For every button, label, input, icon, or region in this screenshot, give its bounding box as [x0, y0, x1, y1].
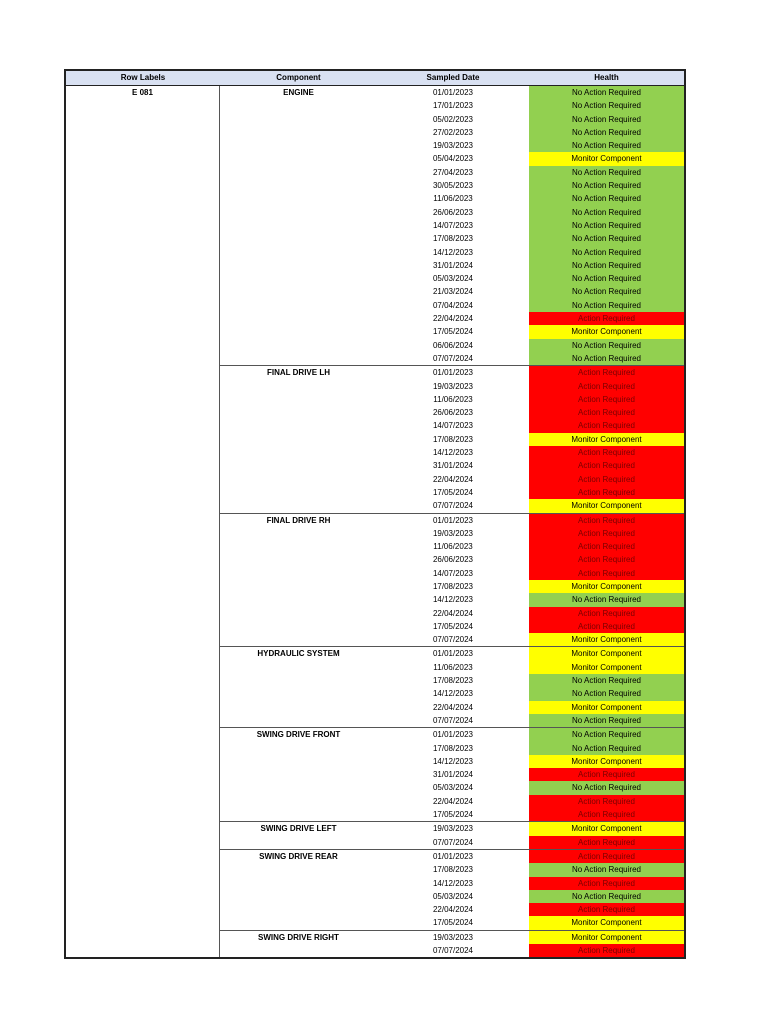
group-rows	[377, 514, 684, 647]
health-cell[interactable]: No Action Required	[529, 179, 684, 192]
component-name[interactable]: SWING DRIVE REAR	[259, 851, 338, 861]
sampled-date-cell[interactable]: 07/07/2024	[432, 837, 474, 847]
sampled-date-cell[interactable]: 31/01/2024	[432, 260, 474, 270]
table-row	[377, 486, 684, 499]
table-row	[377, 179, 684, 192]
header-row-labels[interactable]: Row Labels	[120, 73, 166, 82]
sampled-date-cell[interactable]: 17/05/2024	[432, 918, 474, 928]
health-cell[interactable]: Action Required	[529, 808, 684, 821]
health-cell[interactable]: Action Required	[529, 944, 684, 957]
sampled-date-cell[interactable]: 11/06/2023	[433, 394, 473, 404]
sampled-date-cell[interactable]: 22/04/2024	[432, 905, 474, 915]
health-cell[interactable]: No Action Required	[529, 139, 684, 152]
table-row	[377, 661, 684, 674]
sampled-date-cell[interactable]: 22/04/2024	[432, 702, 474, 712]
health-cell[interactable]: No Action Required	[529, 246, 684, 259]
sampled-date-cell[interactable]: 07/07/2024	[432, 715, 474, 725]
health-cell[interactable]: No Action Required	[529, 299, 684, 312]
health-cell[interactable]: Monitor Component	[529, 755, 684, 768]
table-row	[377, 272, 684, 285]
health-cell[interactable]: Action Required	[529, 903, 684, 916]
health-cell[interactable]: No Action Required	[529, 206, 684, 219]
sampled-date-cell[interactable]: 22/04/2024	[432, 314, 474, 324]
health-cell[interactable]: No Action Required	[529, 674, 684, 687]
sampled-date-cell[interactable]: 14/07/2023	[432, 568, 474, 578]
health-cell[interactable]: No Action Required	[529, 86, 684, 99]
sampled-date-cell[interactable]: 07/07/2024	[432, 635, 474, 645]
table-row	[377, 166, 684, 179]
table-row	[377, 647, 684, 660]
table-row	[377, 459, 684, 472]
sampled-date-cell[interactable]: 19/03/2023	[432, 824, 474, 834]
table-row	[377, 863, 684, 876]
group-rows	[377, 86, 684, 365]
sampled-date-cell[interactable]: 17/08/2023	[432, 234, 474, 244]
group-rows	[377, 647, 684, 727]
table-row	[377, 527, 684, 540]
health-cell[interactable]: No Action Required	[529, 339, 684, 352]
sampled-date-cell[interactable]: 19/03/2023	[432, 141, 474, 151]
table-row	[377, 633, 684, 646]
health-cell[interactable]: No Action Required	[529, 259, 684, 272]
table-row	[377, 742, 684, 755]
table-row	[377, 768, 684, 781]
table-row	[377, 285, 684, 298]
sampled-date-cell[interactable]: 17/08/2023	[432, 581, 474, 591]
header-sampled-date[interactable]: Sampled Date	[426, 73, 480, 82]
health-cell[interactable]: No Action Required	[529, 126, 684, 139]
health-cell[interactable]: Action Required	[529, 446, 684, 459]
sampled-date-cell[interactable]: 17/08/2023	[432, 865, 474, 875]
table-row	[377, 299, 684, 312]
sampled-date-cell[interactable]: 06/06/2024	[432, 340, 474, 350]
sampled-date-cell[interactable]: 01/01/2023	[432, 515, 474, 525]
sampled-date-cell[interactable]: 19/03/2023	[432, 528, 474, 538]
health-cell[interactable]: No Action Required	[529, 863, 684, 876]
health-cell[interactable]: No Action Required	[529, 593, 684, 606]
table-row	[377, 728, 684, 741]
table-row	[377, 593, 684, 606]
pivot-table	[64, 69, 686, 959]
sampled-date-cell[interactable]: 17/05/2024	[432, 327, 474, 337]
table-row	[377, 514, 684, 527]
component-group	[220, 930, 684, 958]
health-cell[interactable]: Monitor Component	[529, 931, 684, 944]
health-cell[interactable]: Action Required	[529, 877, 684, 890]
sampled-date-cell[interactable]: 26/06/2023	[432, 555, 474, 565]
table-row	[377, 674, 684, 687]
sampled-date-cell[interactable]: 07/04/2024	[432, 300, 474, 310]
health-cell[interactable]: Action Required	[529, 419, 684, 432]
health-cell[interactable]: No Action Required	[529, 285, 684, 298]
health-cell[interactable]: Monitor Component	[529, 647, 684, 660]
sampled-date-cell[interactable]: 07/07/2024	[432, 501, 474, 511]
health-cell[interactable]: Action Required	[529, 406, 684, 419]
table-row	[377, 352, 684, 365]
health-cell[interactable]: Monitor Component	[529, 580, 684, 593]
table-row	[377, 339, 684, 352]
table-row	[377, 406, 684, 419]
sampled-date-cell[interactable]: 14/12/2023	[432, 756, 474, 766]
sampled-date-cell[interactable]: 07/07/2024	[432, 946, 474, 955]
group-rows	[377, 366, 684, 512]
sampled-date-cell[interactable]: 01/01/2023	[432, 368, 474, 378]
component-group	[220, 365, 684, 512]
table-row	[377, 890, 684, 903]
table-row	[377, 944, 684, 957]
table-row	[377, 822, 684, 835]
sampled-date-cell[interactable]: 19/03/2023	[432, 381, 474, 391]
health-cell[interactable]: Action Required	[529, 768, 684, 781]
sampled-date-cell[interactable]: 19/03/2023	[432, 932, 474, 942]
table-row	[377, 246, 684, 259]
table-row	[377, 540, 684, 553]
table-row	[377, 781, 684, 794]
health-cell[interactable]: Monitor Component	[529, 325, 684, 338]
table-row	[377, 380, 684, 393]
row-label[interactable]: E 081	[132, 88, 153, 97]
component-group	[220, 849, 684, 930]
sampled-date-cell[interactable]: 17/05/2024	[432, 810, 474, 820]
sampled-date-cell[interactable]: 17/08/2023	[432, 743, 474, 753]
health-cell[interactable]: Monitor Component	[529, 661, 684, 674]
sampled-date-cell[interactable]: 14/07/2023	[432, 421, 474, 431]
component-group	[220, 86, 684, 365]
health-cell[interactable]: No Action Required	[529, 781, 684, 794]
table-row	[377, 139, 684, 152]
table-row	[377, 877, 684, 890]
header-health[interactable]: Health	[594, 73, 619, 82]
sampled-date-cell[interactable]: 11/06/2023	[433, 194, 473, 204]
sampled-date-cell[interactable]: 26/06/2023	[432, 408, 474, 418]
table-row	[377, 795, 684, 808]
sampled-date-cell[interactable]: 17/08/2023	[432, 676, 474, 686]
table-row	[377, 755, 684, 768]
table-row	[377, 366, 684, 379]
table-row	[377, 219, 684, 232]
health-cell[interactable]: Monitor Component	[529, 916, 684, 929]
health-cell[interactable]: Monitor Component	[529, 499, 684, 512]
table-row	[377, 567, 684, 580]
component-name[interactable]: FINAL DRIVE LH	[267, 368, 330, 378]
sampled-date-cell[interactable]: 21/03/2024	[432, 287, 474, 297]
sampled-date-cell[interactable]: 27/04/2023	[432, 167, 474, 177]
table-row	[377, 126, 684, 139]
table-row	[377, 232, 684, 245]
sampled-date-cell[interactable]: 31/01/2024	[432, 770, 474, 780]
health-cell[interactable]: Action Required	[529, 312, 684, 325]
sampled-date-cell[interactable]: 05/02/2023	[432, 114, 474, 124]
sampled-date-cell[interactable]: 11/06/2023	[433, 662, 473, 672]
table-row	[377, 687, 684, 700]
table-row	[377, 916, 684, 929]
sampled-date-cell[interactable]: 14/12/2023	[432, 247, 474, 257]
table-row	[377, 931, 684, 944]
component-name[interactable]: SWING DRIVE LEFT	[260, 824, 337, 834]
table-row	[377, 808, 684, 821]
sampled-date-cell[interactable]: 27/02/2023	[432, 127, 474, 137]
table-row	[377, 192, 684, 205]
health-cell[interactable]: Action Required	[529, 567, 684, 580]
sampled-date-cell[interactable]: 14/12/2023	[432, 878, 474, 888]
sampled-date-cell[interactable]: 22/04/2024	[432, 608, 474, 618]
row-label-column	[66, 86, 220, 957]
table-row	[377, 701, 684, 714]
table-header	[66, 71, 684, 86]
table-row	[377, 113, 684, 126]
component-group	[220, 821, 684, 849]
health-cell[interactable]: Monitor Component	[529, 701, 684, 714]
table-row	[377, 86, 684, 99]
group-rows	[377, 931, 684, 958]
component-name[interactable]: ENGINE	[283, 88, 314, 97]
sampled-date-cell[interactable]: 01/01/2023	[432, 88, 474, 97]
health-cell[interactable]: Action Required	[529, 607, 684, 620]
health-cell[interactable]: Action Required	[529, 514, 684, 527]
sampled-date-cell[interactable]: 01/01/2023	[432, 649, 474, 659]
health-cell[interactable]: No Action Required	[529, 166, 684, 179]
table-body	[66, 86, 684, 957]
sampled-date-cell[interactable]: 14/12/2023	[432, 448, 474, 458]
sampled-date-cell[interactable]: 14/07/2023	[432, 220, 474, 230]
component-group	[220, 646, 684, 727]
health-cell[interactable]: Action Required	[529, 620, 684, 633]
health-cell[interactable]: No Action Required	[529, 890, 684, 903]
sampled-date-cell[interactable]: 17/05/2024	[432, 487, 474, 497]
sampled-date-cell[interactable]: 14/12/2023	[432, 595, 474, 605]
health-cell[interactable]: Action Required	[529, 366, 684, 379]
health-cell[interactable]: Action Required	[529, 850, 684, 863]
health-cell[interactable]: Action Required	[529, 795, 684, 808]
health-cell[interactable]: No Action Required	[529, 232, 684, 245]
sampled-date-cell[interactable]: 31/01/2024	[432, 461, 474, 471]
sampled-date-cell[interactable]: 17/01/2023	[432, 101, 474, 111]
component-group	[220, 513, 684, 647]
table-row	[377, 433, 684, 446]
sampled-date-cell[interactable]: 11/06/2023	[433, 542, 473, 552]
group-rows	[377, 728, 684, 821]
table-row	[377, 836, 684, 849]
sampled-date-cell[interactable]: 14/12/2023	[432, 689, 474, 699]
health-cell[interactable]: Action Required	[529, 473, 684, 486]
component-name[interactable]: SWING DRIVE RIGHT	[258, 932, 339, 942]
table-row	[377, 714, 684, 727]
health-cell[interactable]: No Action Required	[529, 728, 684, 741]
health-cell[interactable]: Monitor Component	[529, 633, 684, 646]
header-component[interactable]: Component	[276, 73, 321, 82]
health-cell[interactable]: Monitor Component	[529, 152, 684, 165]
sampled-date-cell[interactable]: 30/05/2023	[432, 181, 474, 191]
component-groups	[220, 86, 684, 957]
health-cell[interactable]: No Action Required	[529, 99, 684, 112]
health-cell[interactable]: Action Required	[529, 527, 684, 540]
sampled-date-cell[interactable]: 05/04/2023	[432, 154, 474, 164]
sampled-date-cell[interactable]: 07/07/2024	[432, 353, 474, 363]
table-row	[377, 259, 684, 272]
sampled-date-cell[interactable]: 05/03/2024	[432, 891, 474, 901]
sampled-date-cell[interactable]: 05/03/2024	[432, 783, 474, 793]
health-cell[interactable]: No Action Required	[529, 272, 684, 285]
table-row	[377, 850, 684, 863]
table-row	[377, 580, 684, 593]
health-cell[interactable]: Monitor Component	[529, 433, 684, 446]
table-row	[377, 312, 684, 325]
sampled-date-cell[interactable]: 22/04/2024	[432, 474, 474, 484]
health-cell[interactable]: Action Required	[529, 486, 684, 499]
table-row	[377, 903, 684, 916]
health-cell[interactable]: Action Required	[529, 540, 684, 553]
health-cell[interactable]: No Action Required	[529, 714, 684, 727]
health-cell[interactable]: Action Required	[529, 553, 684, 566]
health-cell[interactable]: No Action Required	[529, 352, 684, 365]
health-cell[interactable]: Action Required	[529, 393, 684, 406]
table-row	[377, 607, 684, 620]
component-name[interactable]: FINAL DRIVE RH	[266, 515, 331, 525]
table-row	[377, 206, 684, 219]
health-cell[interactable]: No Action Required	[529, 113, 684, 126]
component-name[interactable]: SWING DRIVE FRONT	[256, 730, 341, 740]
component-name[interactable]: HYDRAULIC SYSTEM	[257, 649, 340, 659]
table-row	[377, 446, 684, 459]
health-cell[interactable]: No Action Required	[529, 742, 684, 755]
table-row	[377, 393, 684, 406]
table-row	[377, 473, 684, 486]
sampled-date-cell[interactable]: 05/03/2024	[432, 274, 474, 284]
health-cell[interactable]: Action Required	[529, 459, 684, 472]
table-row	[377, 99, 684, 112]
health-cell[interactable]: No Action Required	[529, 219, 684, 232]
health-cell[interactable]: No Action Required	[529, 687, 684, 700]
sampled-date-cell[interactable]: 17/08/2023	[432, 434, 474, 444]
group-rows	[377, 822, 684, 849]
table-row	[377, 325, 684, 338]
group-rows	[377, 850, 684, 930]
table-row	[377, 620, 684, 633]
sampled-date-cell[interactable]: 01/01/2023	[432, 851, 474, 861]
sampled-date-cell[interactable]: 22/04/2024	[432, 796, 474, 806]
table-row	[377, 499, 684, 512]
health-cell[interactable]: No Action Required	[529, 192, 684, 205]
sampled-date-cell[interactable]: 17/05/2024	[432, 621, 474, 631]
table-row	[377, 152, 684, 165]
health-cell[interactable]: Action Required	[529, 836, 684, 849]
sampled-date-cell[interactable]: 01/01/2023	[432, 730, 474, 740]
health-cell[interactable]: Monitor Component	[529, 822, 684, 835]
table-row	[377, 553, 684, 566]
health-cell[interactable]: Action Required	[529, 380, 684, 393]
table-row	[377, 419, 684, 432]
component-group	[220, 727, 684, 821]
sampled-date-cell[interactable]: 26/06/2023	[432, 207, 474, 217]
